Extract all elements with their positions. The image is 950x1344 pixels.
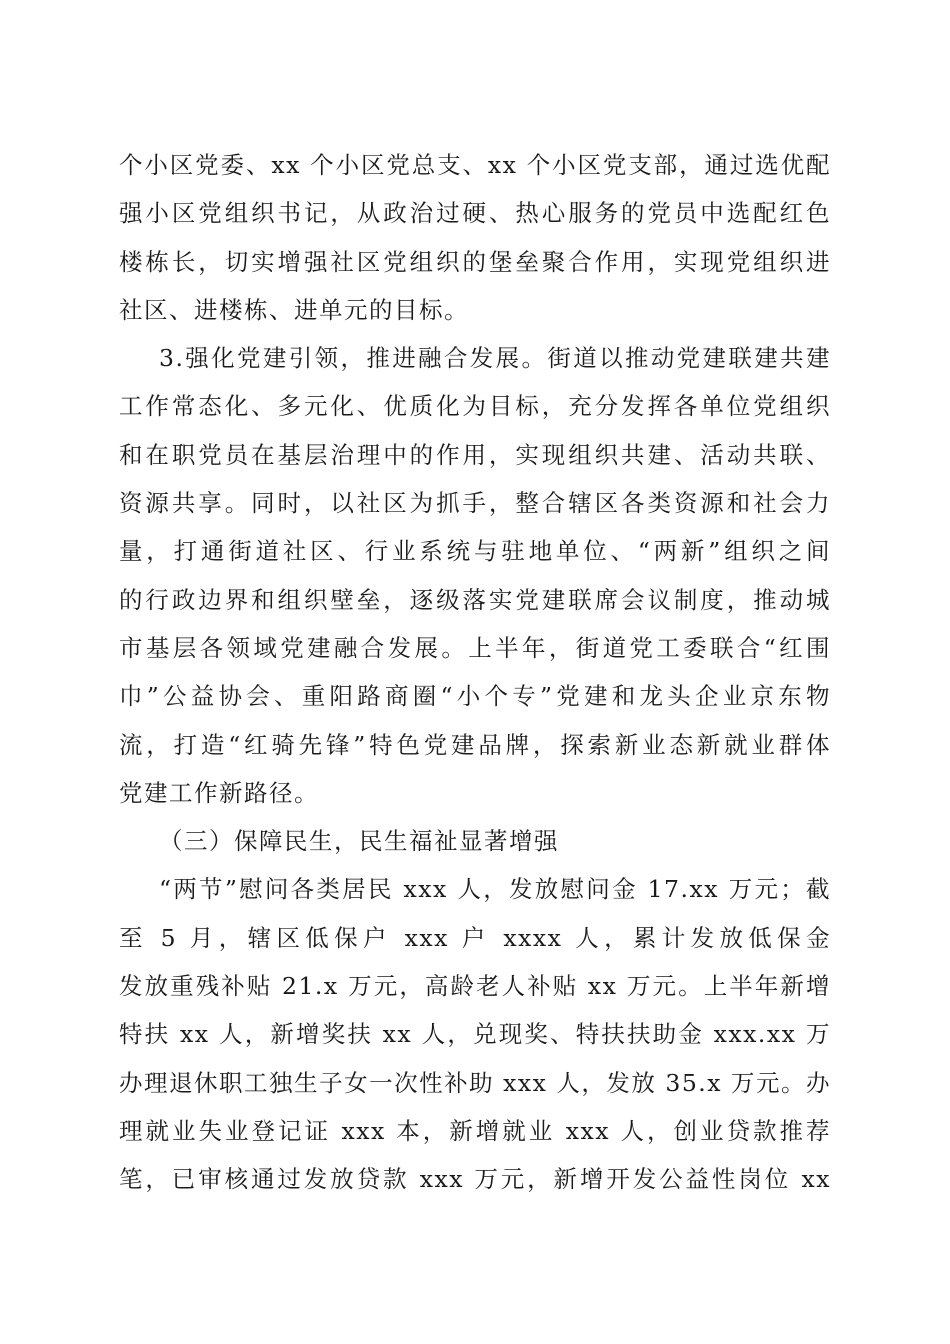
section-heading: （三）保障民生，民生福祉显著增强 <box>159 827 559 856</box>
text-line: 的行政边界和组织壁垒，逐级落实党建联席会议制度，推动城 <box>119 585 831 614</box>
paragraph-community-party-organizations <box>119 141 831 334</box>
text-line: 特扶 xx 人，新增奖扶 xx 人，兑现奖、特扶扶助金 xxx.xx 万 <box>119 1020 831 1049</box>
text-line: 流，打造“红骑先锋”特色党建品牌，探索新业态新就业群体 <box>119 730 831 759</box>
text-line: 个小区党委、xx 个小区党总支、xx 个小区党支部，通过选优配 <box>119 151 831 179</box>
text-line: 强小区党组织书记，从政治过硬、热心服务的党员中选配红色 <box>119 199 831 228</box>
paragraph-livelihood-welfare <box>119 865 831 1203</box>
section-heading-livelihood <box>119 817 831 865</box>
text-line: 党建工作新路径。 <box>119 778 319 807</box>
text-line: 工作常态化、多元化、优质化为目标，充分发挥各单位党组织 <box>119 392 831 421</box>
text-line: 楼栋长，切实增强社区党组织的堡垒聚合作用，实现党组织进 <box>119 247 831 276</box>
text-line: 市基层各领域党建融合发展。上半年，街道党工委联合“红围 <box>119 633 831 662</box>
text-line: 量，打通街道社区、行业系统与驻地单位、“两新”组织之间 <box>119 537 831 566</box>
text-line: 社区、进楼栋、进单元的目标。 <box>119 295 469 324</box>
document-body <box>119 141 831 1204</box>
text-line: “两节”慰问各类居民 xxx 人，发放慰问金 17.xx 万元；截 <box>159 875 831 904</box>
text-line: 至 5 月，辖区低保户 xxx 户 xxxx 人，累计发放低保金 <box>119 923 831 952</box>
text-line: 3.强化党建引领，推进融合发展。街道以推动党建联建共建 <box>159 344 831 373</box>
text-line: 发放重残补贴 21.x 万元，高龄老人补贴 xx 万元。上半年新增 <box>119 972 831 1001</box>
text-line: 笔，已审核通过发放贷款 xxx 万元，新增开发公益性岗位 xx <box>119 1165 831 1194</box>
text-line: 和在职党员在基层治理中的作用，实现组织共建、活动共联、 <box>119 440 831 469</box>
text-line: 巾”公益协会、重阳路商圈“小个专”党建和龙头企业京东物 <box>119 682 831 711</box>
paragraph-party-building-integration <box>119 334 831 817</box>
text-line: 资源共享。同时，以社区为抓手，整合辖区各类资源和社会力 <box>119 489 831 518</box>
text-line: 理就业失业登记证 xxx 本，新增就业 xxx 人，创业贷款推荐 <box>119 1116 831 1145</box>
text-line: 办理退休职工独生子女一次性补助 xxx 人，发放 35.x 万元。办 <box>119 1068 831 1097</box>
